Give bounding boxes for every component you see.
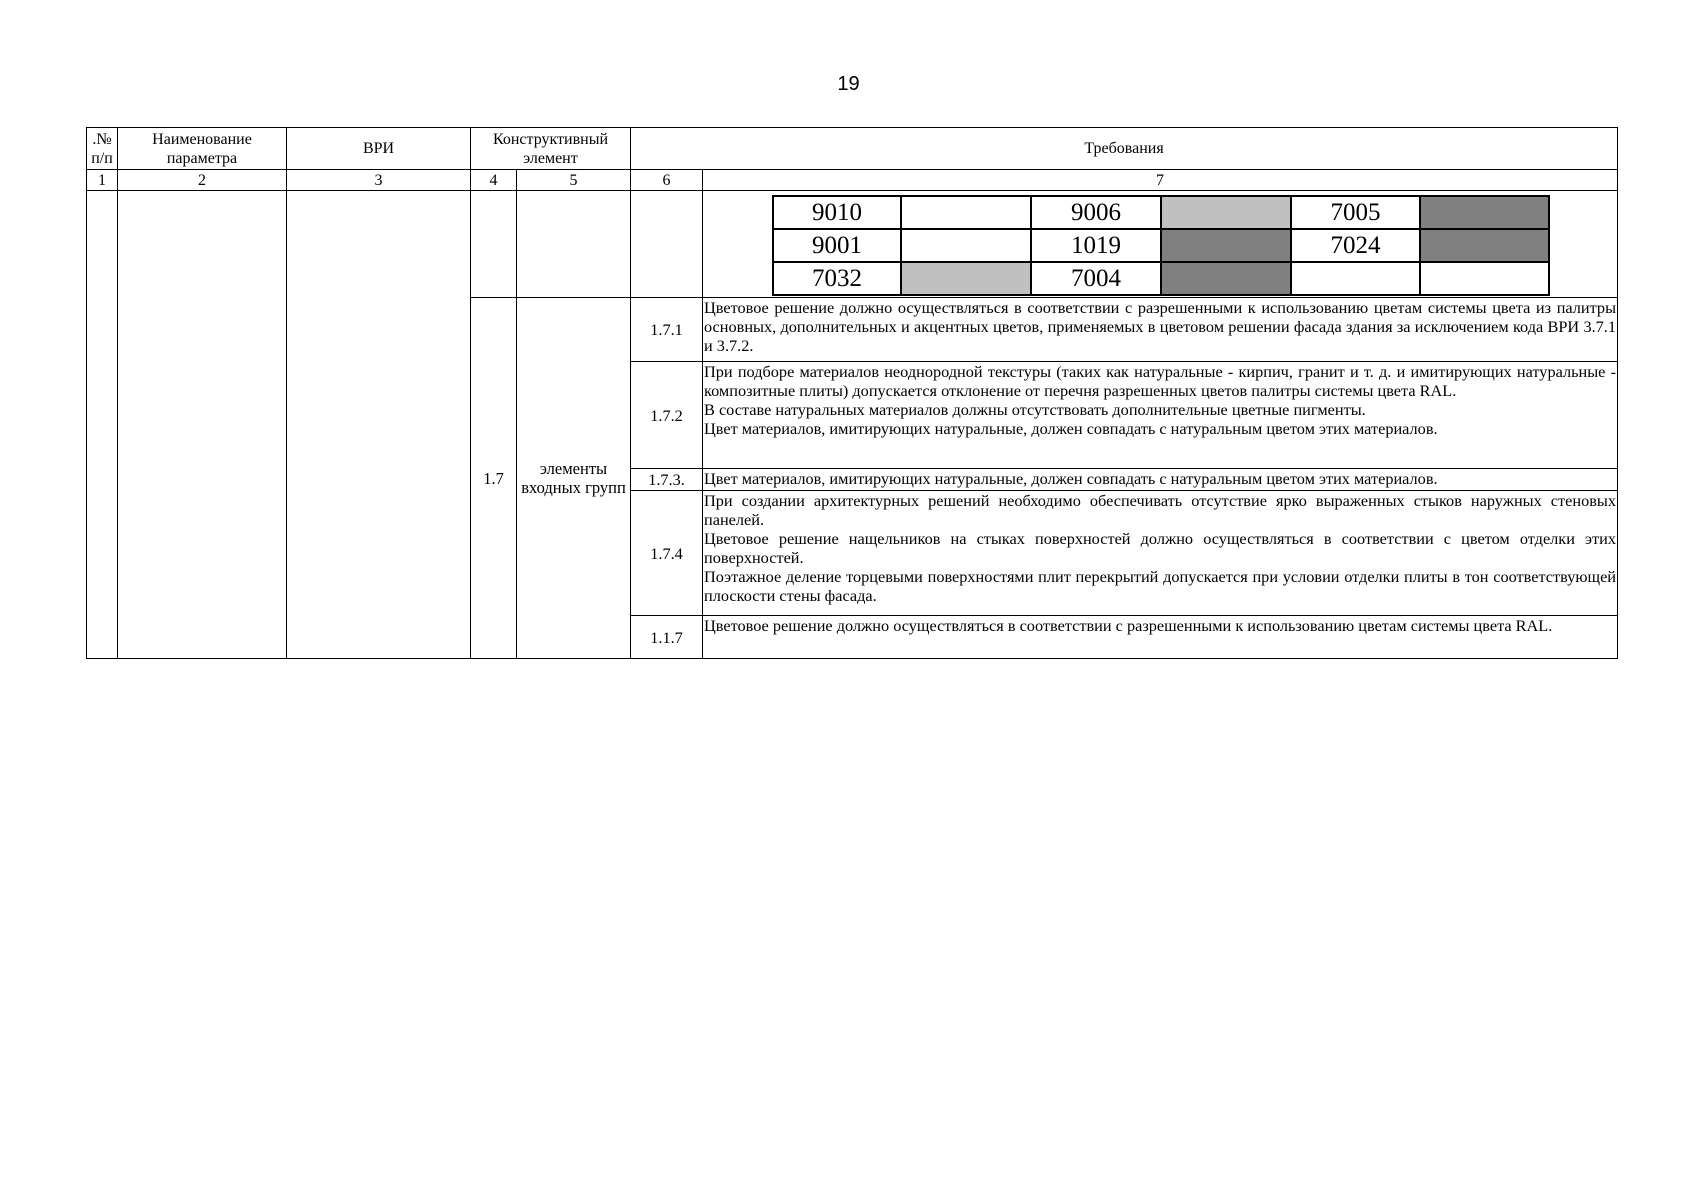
requirement-text: [703, 616, 1618, 659]
column-numbers-row: [87, 170, 1618, 191]
ral-color-swatch: [1420, 229, 1549, 262]
column-number: 7: [703, 170, 1618, 191]
section-name: элементы входных групп: [517, 298, 631, 659]
requirement-paragraph: При подборе материалов неоднородной текстуры (таких как натуральные - кирпич, гранит и т. д. и имитирующих натуральные - композитные плиты) допускается отклонение от перечня разрешенных цветов палитры системы цвета RAL.: [704, 362, 1617, 400]
requirement-paragraph: Цвет материалов, имитирующих натуральные, должен совпадать с натуральным цветом этих материалов.: [704, 469, 1438, 488]
ral-color-swatch: [901, 196, 1031, 229]
requirement-code: 1.7.3.: [631, 469, 703, 491]
ral-palette-row: [773, 262, 1549, 295]
requirement-code: 1.1.7: [631, 616, 703, 659]
requirement-code: 1.7.1: [631, 298, 703, 362]
ral-color-swatch: [1161, 196, 1291, 229]
ral-code: 1019: [1031, 229, 1161, 262]
empty-cell: [87, 191, 118, 659]
requirement-paragraph: В составе натуральных материалов должны отсутствовать дополнительные цветные пигменты.: [704, 400, 1366, 419]
header-number: .№ п/п: [87, 128, 118, 170]
empty-cell: [517, 191, 631, 298]
ral-code: 9010: [773, 196, 901, 229]
header-requirements: Требования: [631, 128, 1618, 170]
requirement-text: [703, 469, 1618, 491]
ral-color-swatch: [1161, 262, 1291, 295]
ral-palette-row: [87, 191, 1618, 298]
ral-color-swatch: [1420, 196, 1549, 229]
empty-cell: [471, 191, 517, 298]
requirement-text: [703, 298, 1618, 362]
ral-palette-table: [772, 195, 1550, 296]
requirement-text: [703, 491, 1618, 616]
requirement-paragraph: Поэтажное деление торцевыми поверхностями плит перекрытий допускается при условии отделки плиты в тон соответствующей плоскости стены фасада.: [704, 567, 1617, 605]
column-number: 1: [87, 170, 118, 191]
requirement-paragraph: При создании архитектурных решений необходимо обеспечивать отсутствие ярко выраженных стыков наружных стеновых панелей.: [704, 491, 1617, 529]
requirements-table: [86, 127, 1618, 659]
ral-palette-row: [773, 229, 1549, 262]
empty-cell: [631, 191, 703, 298]
requirement-code: 1.7.2: [631, 362, 703, 469]
ral-color-swatch: [901, 229, 1031, 262]
column-number: 4: [471, 170, 517, 191]
requirement-paragraph: Цветовое решение нащельников на стыках поверхностей должно осуществляться в соответствии с цветом отделки этих поверхностей.: [704, 529, 1617, 567]
header-parameter-name: Наименование параметра: [118, 128, 287, 170]
empty-cell: [118, 191, 287, 659]
header-vri: ВРИ: [287, 128, 471, 170]
ral-color-swatch: [901, 262, 1031, 295]
page-number: 19: [837, 73, 860, 95]
empty-cell: [287, 191, 471, 659]
ral-code: 9006: [1031, 196, 1161, 229]
ral-color-swatch: [1161, 229, 1291, 262]
section-number: 1.7: [471, 298, 517, 659]
ral-code: 7024: [1291, 229, 1420, 262]
ral-palette-cell: [703, 191, 1618, 298]
column-number: 6: [631, 170, 703, 191]
ral-code: 9001: [773, 229, 901, 262]
ral-palette-row: [773, 196, 1549, 229]
header-row: [87, 128, 1618, 170]
ral-code: 7032: [773, 262, 901, 295]
ral-color-swatch: [1420, 262, 1549, 295]
ral-code: [1291, 262, 1420, 295]
column-number: 5: [517, 170, 631, 191]
header-structural-element: Конструктивный элемент: [471, 128, 631, 170]
column-number: 2: [118, 170, 287, 191]
ral-code: 7004: [1031, 262, 1161, 295]
requirement-paragraph: Цветовое решение должно осуществляться в соответствии с разрешенными к использованию цветам системы цвета RAL.: [704, 616, 1553, 635]
requirement-text: [703, 362, 1618, 469]
requirement-paragraph: Цвет материалов, имитирующих натуральные, должен совпадать с натуральным цветом этих материалов.: [704, 419, 1438, 438]
column-number: 3: [287, 170, 471, 191]
requirement-paragraph: Цветовое решение должно осуществляться в соответствии с разрешенными к использованию цветам системы цвета из палитры основных, дополнительных и акцентных цветов, применяемых в цветовом решении фасада здания за исключением кода ВРИ 3.7.1 и 3.7.2.: [704, 298, 1617, 355]
ral-code: 7005: [1291, 196, 1420, 229]
requirement-code: 1.7.4: [631, 491, 703, 616]
